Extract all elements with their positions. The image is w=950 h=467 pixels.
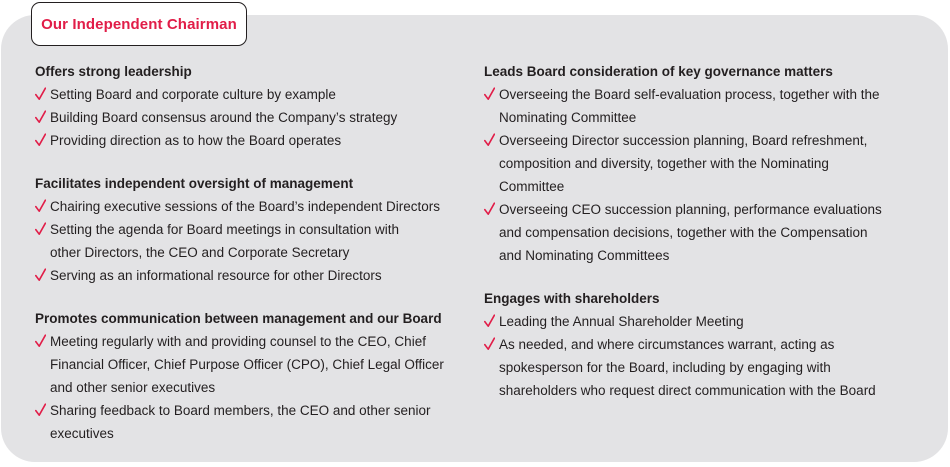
list-item xyxy=(35,218,465,264)
list-item xyxy=(35,264,465,287)
list-item-text: Building Board consensus around the Company’s strategy xyxy=(50,110,398,125)
section xyxy=(35,309,465,445)
checklist xyxy=(484,83,924,267)
check-icon xyxy=(484,202,495,216)
check-icon xyxy=(35,334,46,348)
list-item xyxy=(484,310,924,333)
list-item xyxy=(35,330,465,399)
list-item-text: Committee xyxy=(499,179,565,194)
check-icon xyxy=(484,337,495,351)
checklist xyxy=(35,195,465,287)
list-item-text: Overseeing Director succession planning, Board refreshment, xyxy=(499,133,868,148)
list-item-text: and compensation decisions, together with the Compensation xyxy=(499,225,868,240)
section-heading: Facilitates independent oversight of management xyxy=(35,176,354,191)
section xyxy=(35,174,465,287)
check-icon xyxy=(35,268,46,282)
list-item-text: and Nominating Committees xyxy=(499,248,670,263)
right-column xyxy=(484,62,924,424)
checklist xyxy=(35,83,465,152)
list-item-text: Overseeing the Board self-evaluation process, together with the xyxy=(499,87,880,102)
list-item-text: other Directors, the CEO and Corporate Secretary xyxy=(50,245,350,260)
list-item-text: Sharing feedback to Board members, the CEO and other senior xyxy=(50,403,431,418)
check-icon xyxy=(484,314,495,328)
list-item xyxy=(484,129,924,198)
section-heading: Engages with shareholders xyxy=(484,291,660,306)
section-heading: Offers strong leadership xyxy=(35,64,192,79)
check-icon xyxy=(35,87,46,101)
list-item-text: shareholders who request direct communication with the Board xyxy=(499,383,876,398)
list-item xyxy=(484,198,924,267)
list-item-text: spokesperson for the Board, including by engaging with xyxy=(499,360,831,375)
list-item xyxy=(35,106,465,129)
list-item-text: Leading the Annual Shareholder Meeting xyxy=(499,314,744,329)
section xyxy=(484,289,924,402)
check-icon xyxy=(484,87,495,101)
list-item-text: Setting Board and corporate culture by example xyxy=(50,87,336,102)
check-icon xyxy=(35,133,46,147)
list-item-text: Financial Officer, Chief Purpose Officer (CPO), Chief Legal Officer xyxy=(50,357,444,372)
list-item-text: Serving as an informational resource for other Directors xyxy=(50,268,382,283)
list-item-text: Nominating Committee xyxy=(499,110,637,125)
checklist xyxy=(484,310,924,402)
list-item-text: composition and diversity, together with the Nominating xyxy=(499,156,829,171)
check-icon xyxy=(35,222,46,236)
list-item xyxy=(484,333,924,402)
section-heading: Promotes communication between management and our Board xyxy=(35,311,442,326)
check-icon xyxy=(35,199,46,213)
check-icon xyxy=(484,133,495,147)
section-heading: Leads Board consideration of key governance matters xyxy=(484,64,833,79)
list-item xyxy=(35,129,465,152)
checklist xyxy=(35,330,465,445)
list-item-text: As needed, and where circumstances warrant, acting as xyxy=(499,337,835,352)
page-title: Our Independent Chairman xyxy=(31,2,247,46)
list-item xyxy=(35,399,465,445)
list-item-text: Meeting regularly with and providing counsel to the CEO, Chief xyxy=(50,334,426,349)
left-column xyxy=(35,62,465,467)
list-item xyxy=(35,195,465,218)
section xyxy=(35,62,465,152)
list-item-text: Overseeing CEO succession planning, performance evaluations xyxy=(499,202,882,217)
list-item-text: executives xyxy=(50,426,114,441)
check-icon xyxy=(35,110,46,124)
list-item xyxy=(484,83,924,129)
list-item-text: Chairing executive sessions of the Board’s independent Directors xyxy=(50,199,440,214)
check-icon xyxy=(35,403,46,417)
list-item-text: and other senior executives xyxy=(50,380,216,395)
list-item-text: Providing direction as to how the Board operates xyxy=(50,133,342,148)
list-item-text: Setting the agenda for Board meetings in consultation with xyxy=(50,222,399,237)
list-item xyxy=(35,83,465,106)
section xyxy=(484,62,924,267)
